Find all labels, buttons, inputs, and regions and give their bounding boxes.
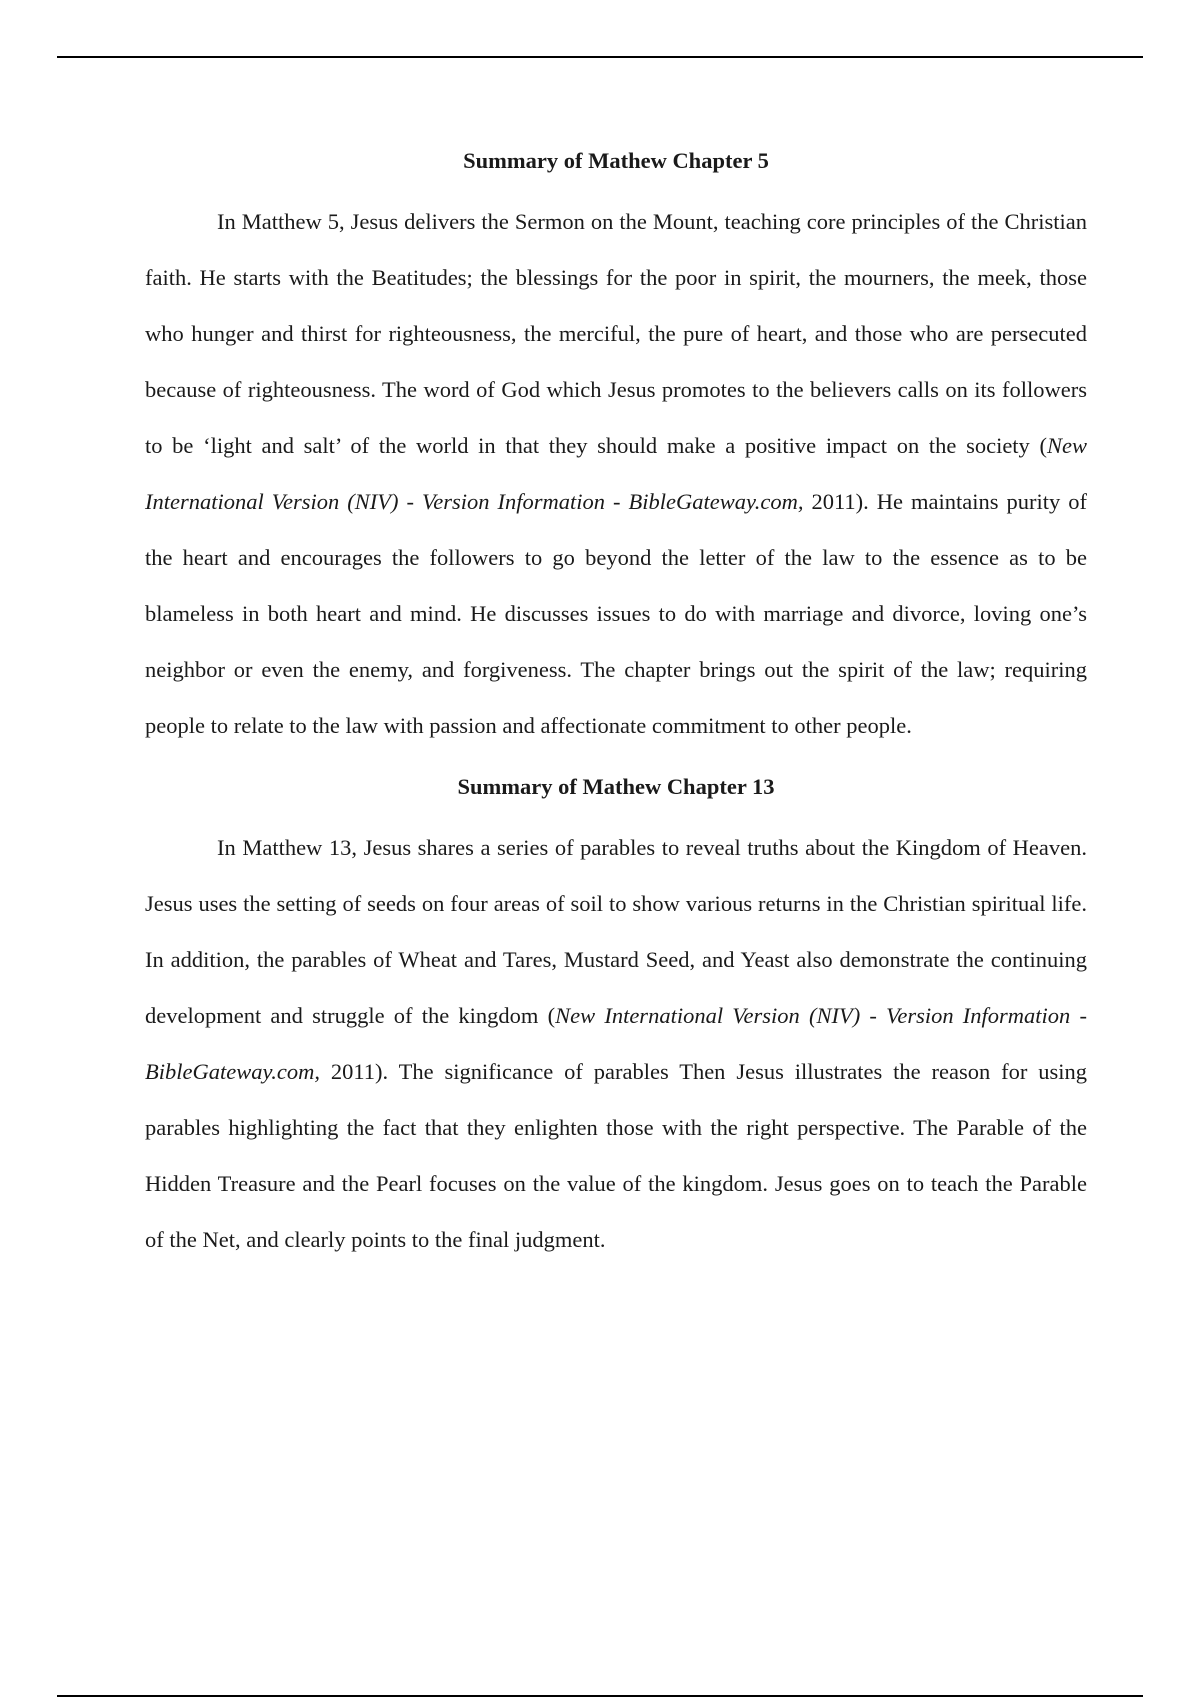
citation: New International Version (NIV) - Version Information - BibleGateway.com, (145, 433, 1087, 514)
citation: New International Version (NIV) - Version Information - BibleGateway.com, (145, 1003, 1087, 1084)
section-heading-chapter-13: Summary of Mathew Chapter 13 (457, 774, 775, 799)
paragraph-text: In Matthew 13, Jesus shares a series of parables to reveal truths about the Kingdom of Heaven. Jesus uses the setting of seeds on four areas of soil to show various returns in the Christian spiritual life. In addition, the parables of Wheat and Tares, Mustard Seed, and Yeast also demonstrate the continuing development and struggle of the kingdom ( (145, 835, 1087, 1028)
paragraph-chapter-5 (145, 194, 1087, 754)
document-body (145, 138, 1087, 1268)
paragraph-chapter-13 (145, 820, 1087, 1268)
paragraph-text: In Matthew 5, Jesus delivers the Sermon on the Mount, teaching core principles of the Christian faith. He starts with the Beatitudes; the blessings for the poor in spirit, the mourners, the meek, those who hunger and thirst for righteousness, the merciful, the pure of heart, and those who are persecuted because of righteousness. The word of God which Jesus promotes to the believers calls on its followers to be ‘light and salt’ of the world in that they should make a positive impact on the society ( (145, 209, 1087, 458)
footer-rule (57, 1695, 1143, 1697)
header-rule (57, 56, 1143, 58)
paragraph-text: 2011). The significance of parables Then Jesus illustrates the reason for using parables highlighting the fact that they enlighten those with the right perspective. The Parable of the Hidden Treasure and the Pearl focuses on the value of the kingdom. Jesus goes on to teach the Parable of the Net, and clearly points to the final judgment. (145, 1059, 1087, 1252)
section-heading-chapter-5: Summary of Mathew Chapter 5 (463, 148, 769, 173)
paragraph-text: 2011). He maintains purity of the heart and encourages the followers to go beyond the letter of the law to the essence as to be blameless in both heart and mind. He discusses issues to do with marriage and divorce, loving one’s neighbor or even the enemy, and forgiveness. The chapter brings out the spirit of the law; requiring people to relate to the law with passion and affectionate commitment to other people. (145, 489, 1087, 738)
